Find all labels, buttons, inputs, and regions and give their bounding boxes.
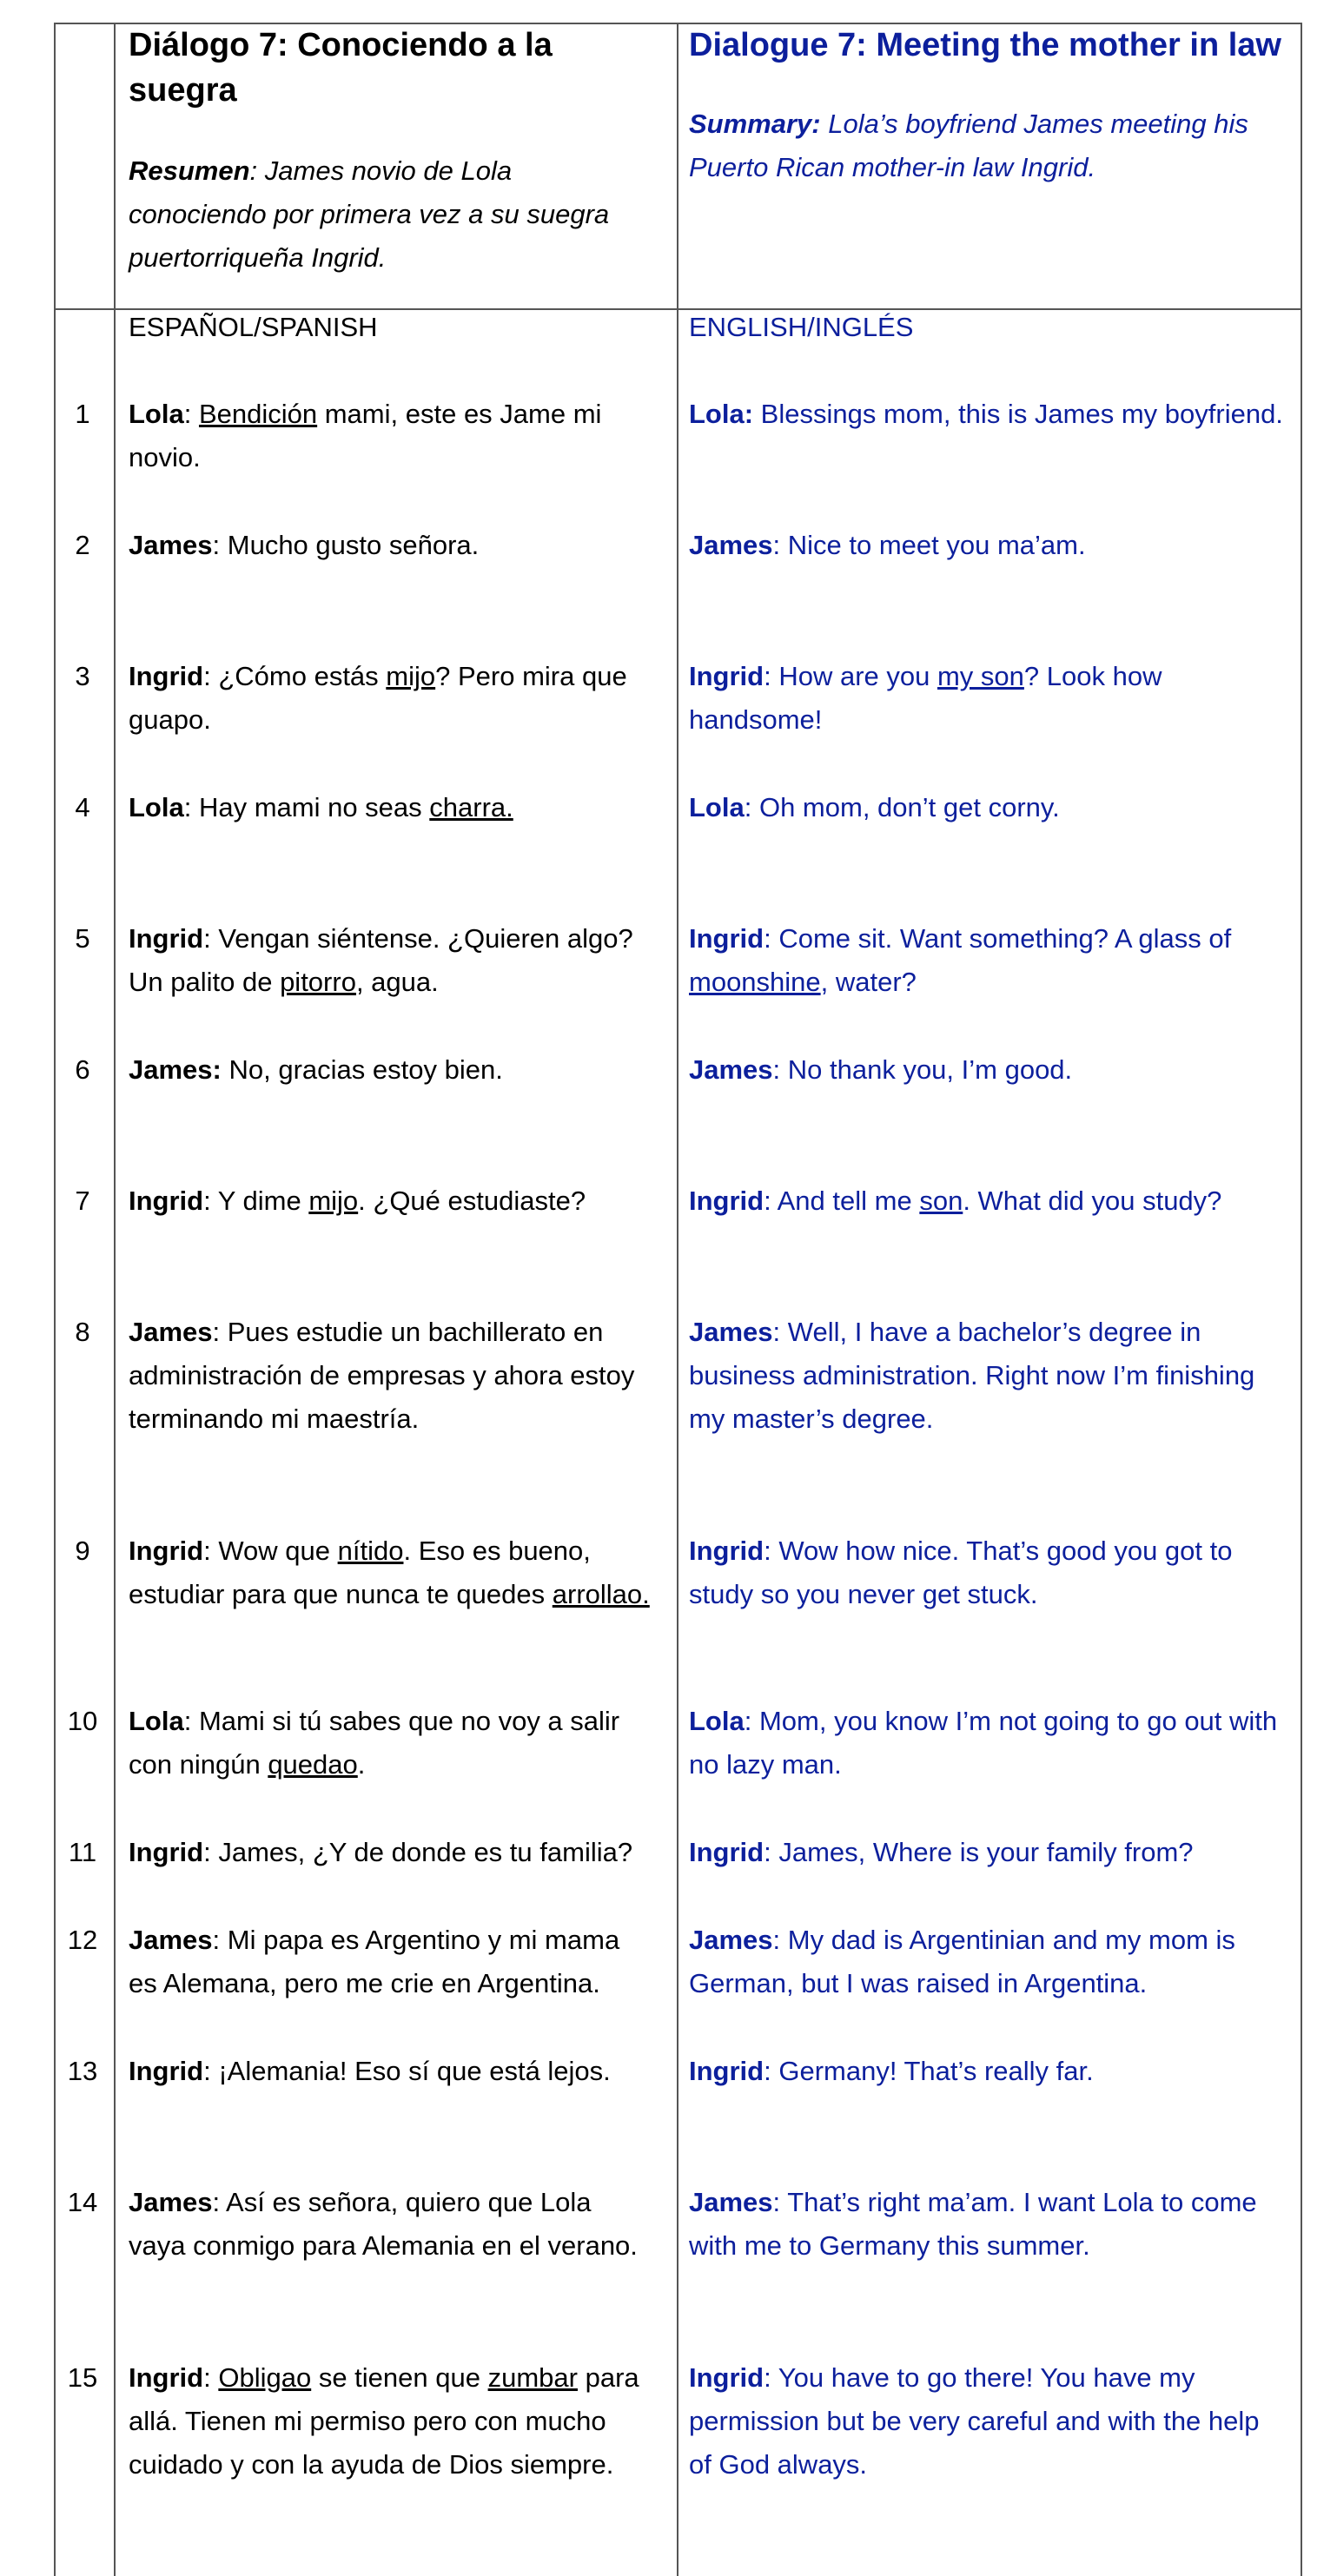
underlined-term: charra. — [429, 792, 513, 822]
speaker-name: Lola — [129, 399, 184, 429]
line-number: 14 — [67, 2187, 98, 2217]
english-line — [689, 1048, 1288, 1092]
table-right-border — [1301, 23, 1302, 2576]
underlined-term: arrollao. — [552, 1579, 650, 1609]
speaker-name: James: — [129, 1054, 222, 1085]
spanish-line — [129, 1179, 650, 1223]
english-line — [689, 393, 1288, 436]
speaker-name: Ingrid — [129, 2056, 204, 2086]
english-line — [689, 2181, 1288, 2268]
dialogue-text: : Y dime — [203, 1186, 309, 1216]
underlined-term: son — [919, 1186, 963, 1216]
speaker-name: Lola — [129, 1706, 184, 1736]
speaker-name: Ingrid — [689, 1837, 764, 1867]
spanish-line — [129, 2356, 650, 2487]
dialogue-text: se tienen que — [311, 2362, 488, 2393]
dialogue-text: : — [203, 2362, 219, 2393]
column-header-english: ENGLISH/INGLÉS — [689, 312, 914, 342]
summary-spanish — [129, 149, 650, 280]
underlined-term: Bendición — [198, 399, 318, 429]
dialogue-text: : James, Where is your family from? — [764, 1837, 1194, 1867]
spanish-line — [129, 655, 650, 742]
summary-text-english: Lola’s boyfriend James meeting his Puerto Rican mother-in law Ingrid. — [689, 109, 1248, 182]
speaker-name: Ingrid — [129, 2362, 204, 2393]
dialogue-text: : Hay mami no seas — [183, 792, 430, 822]
spanish-line — [129, 2181, 650, 2268]
spanish-line — [129, 1048, 650, 1092]
english-line — [689, 917, 1288, 1004]
english-line — [689, 2356, 1288, 2487]
column-header-spanish: ESPAÑOL/SPANISH — [129, 312, 378, 342]
speaker-name: Ingrid — [129, 1186, 204, 1216]
line-number: 7 — [75, 1186, 90, 1216]
english-line — [689, 1831, 1288, 1874]
line-number: 8 — [75, 1317, 90, 1347]
dialogue-text: : Así es señora, quiero que Lola vaya conmigo para Alemania en el verano. — [129, 2187, 638, 2261]
spanish-line — [129, 2050, 650, 2093]
dialogue-text: , agua. — [355, 967, 439, 997]
dialogue-text: . — [357, 1749, 366, 1780]
line-number: 12 — [67, 1925, 98, 1955]
dialogue-text: . Eso es bueno, estudiar para que nunca te quedes — [129, 1536, 591, 1609]
dialogue-text: : You have to go there! You have my permission but be very careful and with the help of God always. — [689, 2362, 1260, 2480]
spanish-line — [129, 1311, 650, 1441]
line-number: 3 — [75, 661, 90, 691]
english-line — [689, 1311, 1288, 1441]
dialogue-text: : Germany! That’s really far. — [764, 2056, 1094, 2086]
speaker-name: Ingrid — [689, 1536, 764, 1566]
spanish-line — [129, 1700, 650, 1787]
speaker-name: Ingrid — [129, 661, 204, 691]
line-number: 1 — [75, 399, 90, 429]
number-column-border — [114, 23, 116, 2576]
dialogue-text: . What did you study? — [963, 1186, 1222, 1216]
dialogue-text: : That’s right ma’am. I want Lola to come with me to Germany this summer. — [689, 2187, 1257, 2261]
underlined-term: Obligao — [218, 2362, 312, 2393]
summary-label-spanish: Resumen — [129, 155, 250, 186]
dialogue-text: : Come sit. Want something? A glass of — [764, 923, 1232, 954]
english-line — [689, 1179, 1288, 1223]
line-number: 6 — [75, 1054, 90, 1085]
english-line — [689, 2050, 1288, 2093]
dialogue-text: : Well, I have a bachelor’s degree in business administration. Right now I’m finishing my master’s degree. — [689, 1317, 1255, 1434]
dialogue-text: : Mom, you know I’m not going to go out with no lazy man. — [689, 1706, 1278, 1780]
summary-label-english: Summary: — [689, 109, 821, 139]
dialogue-text: , water? — [820, 967, 917, 997]
summary-english — [689, 102, 1288, 189]
speaker-name: James — [129, 530, 213, 560]
spanish-line — [129, 1919, 650, 2005]
title-english: Dialogue 7: Meeting the mother in law — [689, 27, 1281, 63]
spanish-line — [129, 524, 650, 567]
dialogue-text: : Mucho gusto señora. — [212, 530, 480, 560]
english-line — [689, 1700, 1288, 1787]
spanish-line — [129, 1529, 650, 1616]
spanish-line — [129, 1831, 650, 1874]
dialogue-text: No, gracias estoy bien. — [221, 1054, 503, 1085]
english-line — [689, 1919, 1288, 2005]
speaker-name: Ingrid — [129, 923, 204, 954]
speaker-name: Ingrid — [689, 2056, 764, 2086]
speaker-name: James — [689, 1317, 773, 1347]
dialogue-text: : ¡Alemania! Eso sí que está lejos. — [203, 2056, 611, 2086]
underlined-term: nítido — [337, 1536, 404, 1566]
speaker-name: Ingrid — [689, 661, 764, 691]
speaker-name: Lola — [689, 1706, 745, 1736]
line-number: 4 — [75, 792, 90, 822]
dialogue-text: : — [183, 399, 199, 429]
speaker-name: Ingrid — [689, 923, 764, 954]
line-number: 13 — [67, 2056, 98, 2086]
speaker-name: James — [689, 1054, 773, 1085]
dialogue-text: : Mami si tú sabes que no voy a salir con ningún — [129, 1706, 620, 1780]
line-number: 10 — [67, 1706, 98, 1736]
title-spanish: Diálogo 7: Conociendo a la suegra — [129, 27, 553, 109]
dialogue-text: : And tell me — [764, 1186, 920, 1216]
underlined-term: pitorro — [280, 967, 356, 997]
dialogue-text: mami, este es Jame mi novio. — [129, 399, 602, 472]
dialogue-text: : Pues estudie un bachillerato en administración de empresas y ahora estoy terminando mi maestría. — [129, 1317, 635, 1434]
dialogue-text: : ¿Cómo estás — [203, 661, 387, 691]
line-number: 11 — [68, 1837, 97, 1867]
header-english-cell — [689, 23, 1288, 189]
speaker-name: Lola — [689, 792, 745, 822]
speaker-name: James — [689, 1925, 773, 1955]
dialogue-text: : Mi papa es Argentino y mi mama es Alemana, pero me crie en Argentina. — [129, 1925, 620, 1998]
spanish-line — [129, 393, 650, 479]
underlined-term: mijo — [386, 661, 436, 691]
dialogue-text: ? Pero mira que guapo. — [129, 661, 627, 735]
dialogue-text: ? Look how handsome! — [689, 661, 1162, 735]
english-line — [689, 786, 1288, 829]
underlined-term: zumbar — [487, 2362, 578, 2393]
dialogue-text: : Oh mom, don’t get corny. — [744, 792, 1060, 822]
speaker-name: Ingrid — [129, 1837, 204, 1867]
dialogue-text: : Nice to meet you ma’am. — [772, 530, 1086, 560]
speaker-name: Ingrid — [129, 1536, 204, 1566]
underlined-term: moonshine — [689, 967, 821, 997]
speaker-name: Lola: — [689, 399, 754, 429]
speaker-name: James — [129, 1317, 213, 1347]
speaker-name: James — [689, 2187, 773, 2217]
speaker-name: James — [129, 1925, 213, 1955]
english-line — [689, 655, 1288, 742]
underlined-term: quedao — [268, 1749, 358, 1780]
speaker-name: Lola — [129, 792, 184, 822]
line-number: 5 — [75, 923, 90, 954]
dialogue-text: . ¿Qué estudiaste? — [358, 1186, 586, 1216]
line-number: 2 — [75, 530, 90, 560]
spanish-line — [129, 786, 650, 829]
dialogue-text: : Wow how nice. That’s good you got to study so you never get stuck. — [689, 1536, 1233, 1609]
dialogue-text: : My dad is Argentinian and my mom is German, but I was raised in Argentina. — [689, 1925, 1235, 1998]
speaker-name: Ingrid — [689, 2362, 764, 2393]
speaker-name: Ingrid — [689, 1186, 764, 1216]
english-line — [689, 1529, 1288, 1616]
underlined-term: mijo — [308, 1186, 359, 1216]
speaker-name: James — [689, 530, 773, 560]
dialogue-text: : James, ¿Y de donde es tu familia? — [203, 1837, 633, 1867]
dialogue-text: Blessings mom, this is James my boyfriend. — [753, 399, 1283, 429]
speaker-name: James — [129, 2187, 213, 2217]
dialogue-text: : How are you — [764, 661, 937, 691]
header-spanish-cell — [129, 23, 650, 280]
dialogue-text: para allá. Tienen mi permiso pero con mucho cuidado y con la ayuda de Dios siempre. — [129, 2362, 639, 2480]
dialogue-text: : Wow que — [203, 1536, 338, 1566]
english-line — [689, 524, 1288, 567]
summary-text-spanish: : James novio de Lola conociendo por primera vez a su suegra puertorriqueña Ingrid. — [129, 155, 610, 273]
dialogue-text: : Vengan siéntense. ¿Quieren algo? Un palito de — [129, 923, 633, 997]
line-number: 9 — [75, 1536, 90, 1566]
dialogue-text: : No thank you, I’m good. — [772, 1054, 1073, 1085]
spanish-line — [129, 917, 650, 1004]
language-column-border — [677, 23, 678, 2576]
line-number: 15 — [67, 2362, 98, 2393]
underlined-term: my son — [937, 661, 1024, 691]
